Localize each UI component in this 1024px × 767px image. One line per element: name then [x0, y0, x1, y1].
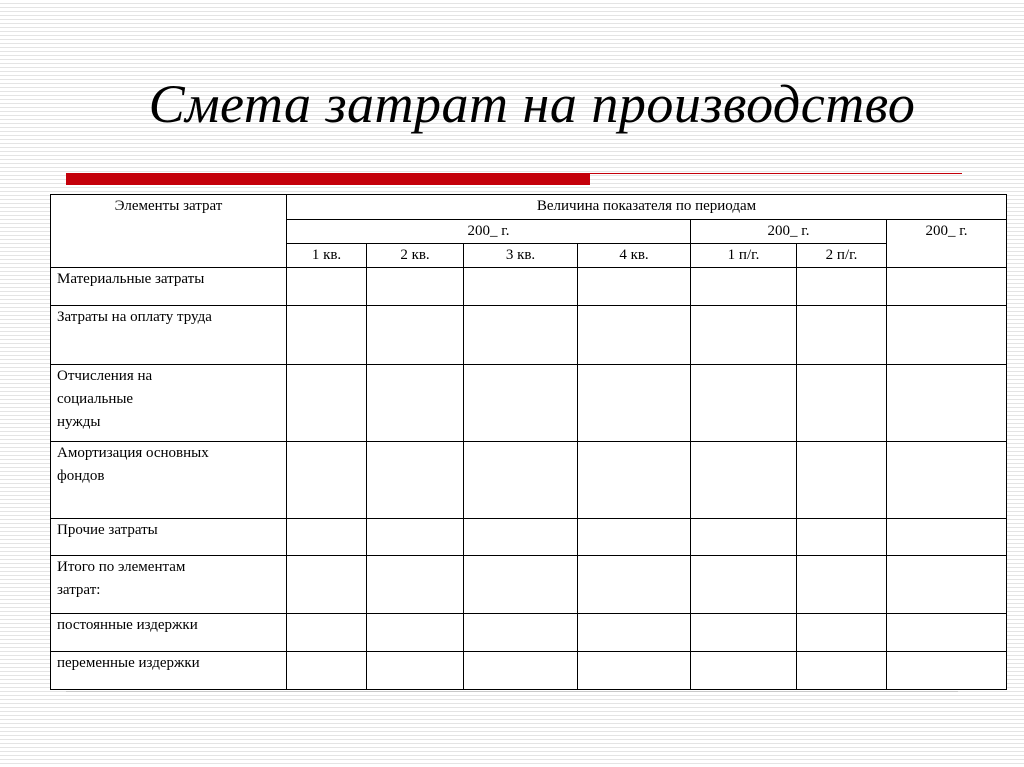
table-cell: [578, 556, 691, 613]
table-cell: [287, 556, 367, 613]
table-cell: [367, 519, 464, 556]
header-period-values: Величина показателя по периодам: [287, 195, 1007, 220]
decorative-red-line: [590, 173, 962, 174]
table-cell: [464, 613, 578, 651]
table-cell: [887, 268, 1007, 306]
decorative-bottom-line: [66, 691, 958, 692]
row-label: Амортизация основных фондов: [51, 441, 287, 518]
table-cell: [797, 519, 887, 556]
table-cell: [367, 364, 464, 441]
table-cell: [797, 441, 887, 518]
table-cell: [464, 651, 578, 689]
table-cell: [367, 441, 464, 518]
table-row: [51, 519, 1007, 556]
row-label: Материальные затраты: [51, 268, 287, 306]
table-cell: [691, 364, 797, 441]
cost-estimate-table: [50, 194, 1007, 690]
table-cell: [367, 268, 464, 306]
table-cell: [287, 519, 367, 556]
header-q3: 3 кв.: [464, 244, 578, 268]
table-cell: [287, 268, 367, 306]
table-cell: [287, 651, 367, 689]
row-label: Затраты на оплату труда: [51, 306, 287, 364]
table-cell: [887, 613, 1007, 651]
table-cell: [578, 441, 691, 518]
table-row: [51, 556, 1007, 613]
table-row: [51, 364, 1007, 441]
row-label: Прочие затраты: [51, 519, 287, 556]
table-cell: [287, 613, 367, 651]
table-cell: [887, 441, 1007, 518]
header-h2: 2 п/г.: [797, 244, 887, 268]
row-label: Итого по элементам затрат:: [51, 556, 287, 613]
table-cell: [367, 651, 464, 689]
decorative-red-bar: [66, 173, 590, 185]
header-year-3: 200_ г.: [887, 220, 1007, 268]
table-cell: [464, 306, 578, 364]
table-cell: [887, 306, 1007, 364]
table-cell: [578, 306, 691, 364]
table-cell: [691, 306, 797, 364]
table-cell: [797, 651, 887, 689]
table-row: [51, 651, 1007, 689]
table-cell: [691, 268, 797, 306]
table-cell: [691, 519, 797, 556]
header-year-2: 200_ г.: [691, 220, 887, 244]
table-cell: [691, 556, 797, 613]
header-h1: 1 п/г.: [691, 244, 797, 268]
table-cell: [797, 613, 887, 651]
header-q2: 2 кв.: [367, 244, 464, 268]
table-cell: [578, 519, 691, 556]
table-cell: [691, 613, 797, 651]
slide-title: Смета затрат на производство: [148, 74, 916, 134]
table-cell: [464, 364, 578, 441]
table-cell: [578, 364, 691, 441]
table-cell: [887, 364, 1007, 441]
row-label: Отчисления на социальные нужды: [51, 364, 287, 441]
table-cell: [287, 306, 367, 364]
table-cell: [887, 651, 1007, 689]
header-cost-elements: Элементы затрат: [51, 195, 287, 268]
table-cell: [887, 519, 1007, 556]
header-q1: 1 кв.: [287, 244, 367, 268]
table-row: [51, 613, 1007, 651]
header-q4: 4 кв.: [578, 244, 691, 268]
table-cell: [464, 556, 578, 613]
row-label: постоянные издержки: [51, 613, 287, 651]
table-cell: [797, 556, 887, 613]
table-row: [51, 306, 1007, 364]
table-row: [51, 268, 1007, 306]
table-cell: [797, 306, 887, 364]
table-row: [51, 441, 1007, 518]
table-cell: [578, 651, 691, 689]
table-cell: [367, 556, 464, 613]
table-cell: [578, 613, 691, 651]
row-label: переменные издержки: [51, 651, 287, 689]
table-cell: [464, 519, 578, 556]
table-cell: [691, 441, 797, 518]
header-year-1: 200_ г.: [287, 220, 691, 244]
table-cell: [464, 268, 578, 306]
table-cell: [691, 651, 797, 689]
table-cell: [578, 268, 691, 306]
table-cell: [797, 364, 887, 441]
table-cell: [367, 613, 464, 651]
table-cell: [797, 268, 887, 306]
table-cell: [367, 306, 464, 364]
table-cell: [287, 441, 367, 518]
table-cell: [287, 364, 367, 441]
table-cell: [887, 556, 1007, 613]
table-cell: [464, 441, 578, 518]
